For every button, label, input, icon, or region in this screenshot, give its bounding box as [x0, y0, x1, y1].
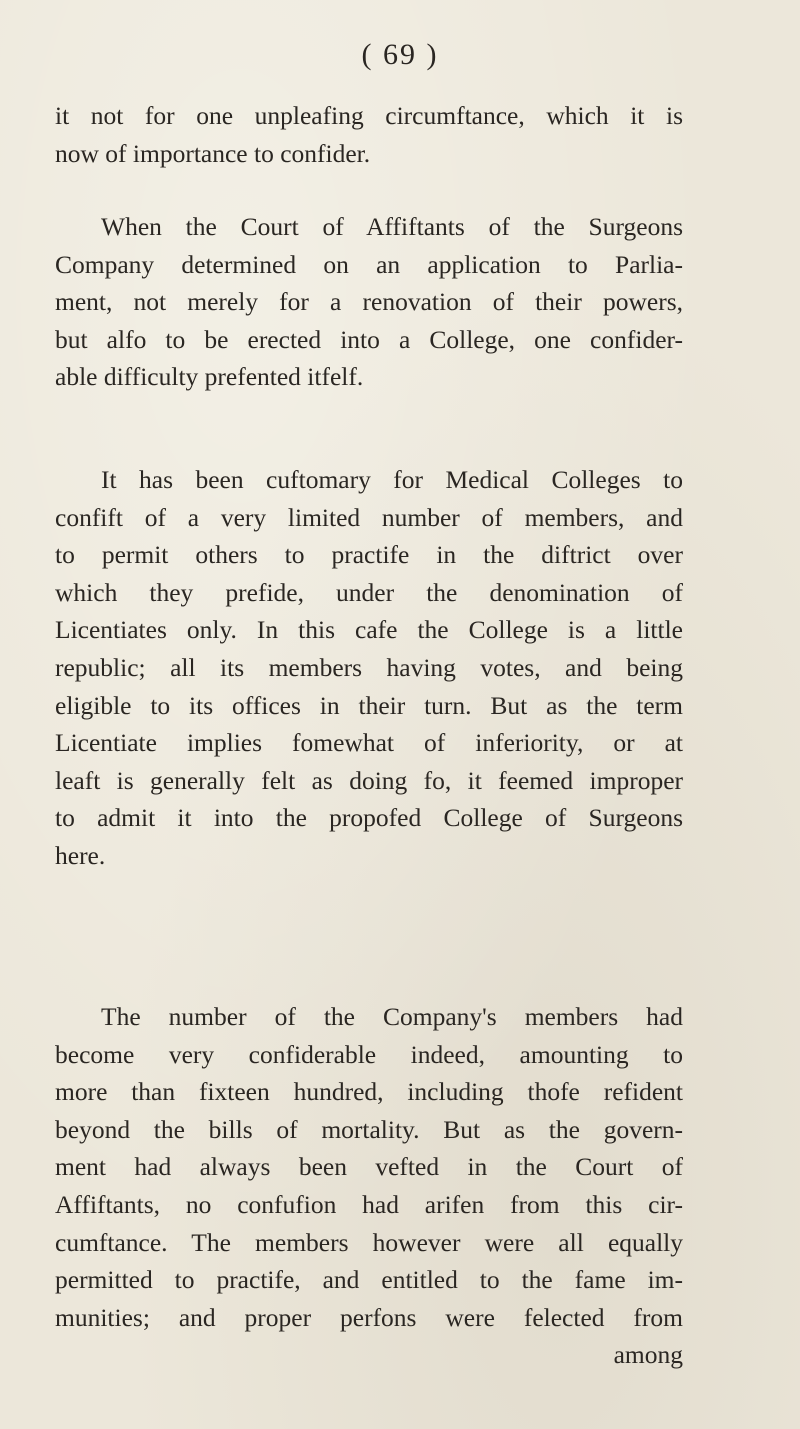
text-line: permitted to practife, and entitled to the fame im-	[55, 1265, 683, 1295]
text-line: more than fixteen hundred, including thofe refident	[55, 1077, 683, 1107]
paragraph-company-members	[55, 998, 683, 1374]
text-line: to admit it into the propofed College of Surgeons	[55, 803, 683, 833]
text-line: When the Court of Affiftants of the Surgeons	[101, 212, 683, 241]
text-line: here.	[55, 840, 106, 870]
paragraph-continuation	[55, 97, 683, 172]
paragraph-court-of-assistants	[55, 208, 683, 396]
text-line: Licentiate implies fomewhat of inferiority, or at	[55, 728, 683, 758]
text-line: ment had always been vefted in the Court of	[55, 1152, 683, 1182]
text-line: confift of a very limited number of members, and	[55, 502, 683, 532]
text-line: to permit others to practife in the diftrict over	[55, 540, 683, 570]
text-line: but alfo to be erected into a College, one confider-	[55, 324, 683, 354]
text-line: now of importance to confider.	[55, 138, 371, 168]
catchword: among	[613, 1340, 683, 1370]
text-line: which they prefide, under the denomination of	[55, 577, 683, 607]
text-line: ment, not merely for a renovation of their powers,	[55, 287, 683, 317]
text-line: Company determined on an application to Parlia-	[55, 249, 683, 279]
text-line: eligible to its offices in their turn. But as the term	[55, 690, 683, 720]
text-line: it not for one unpleafing circumftance, which it is	[55, 101, 683, 130]
text-line: leaft is generally felt as doing fo, it feemed improper	[55, 765, 683, 795]
text-line: Licentiates only. In this cafe the College is a little	[55, 615, 683, 645]
text-line: republic; all its members having votes, and being	[55, 652, 683, 682]
page-number: ( 69 )	[361, 38, 439, 71]
paragraph-medical-colleges	[55, 461, 683, 875]
text-line: Affiftants, no confufion had arifen from this cir-	[55, 1189, 683, 1219]
text-line: munities; and proper perfons were felected from	[55, 1302, 683, 1332]
text-line: It has been cuftomary for Medical Colleges to	[101, 465, 683, 494]
text-line: able difficulty prefented itfelf.	[55, 362, 364, 392]
text-line: cumftance. The members however were all equally	[55, 1227, 683, 1257]
text-line: beyond the bills of mortality. But as the govern-	[55, 1114, 683, 1144]
text-line: The number of the Company's members had	[101, 1002, 683, 1031]
text-line: become very confiderable indeed, amounting to	[55, 1039, 683, 1069]
